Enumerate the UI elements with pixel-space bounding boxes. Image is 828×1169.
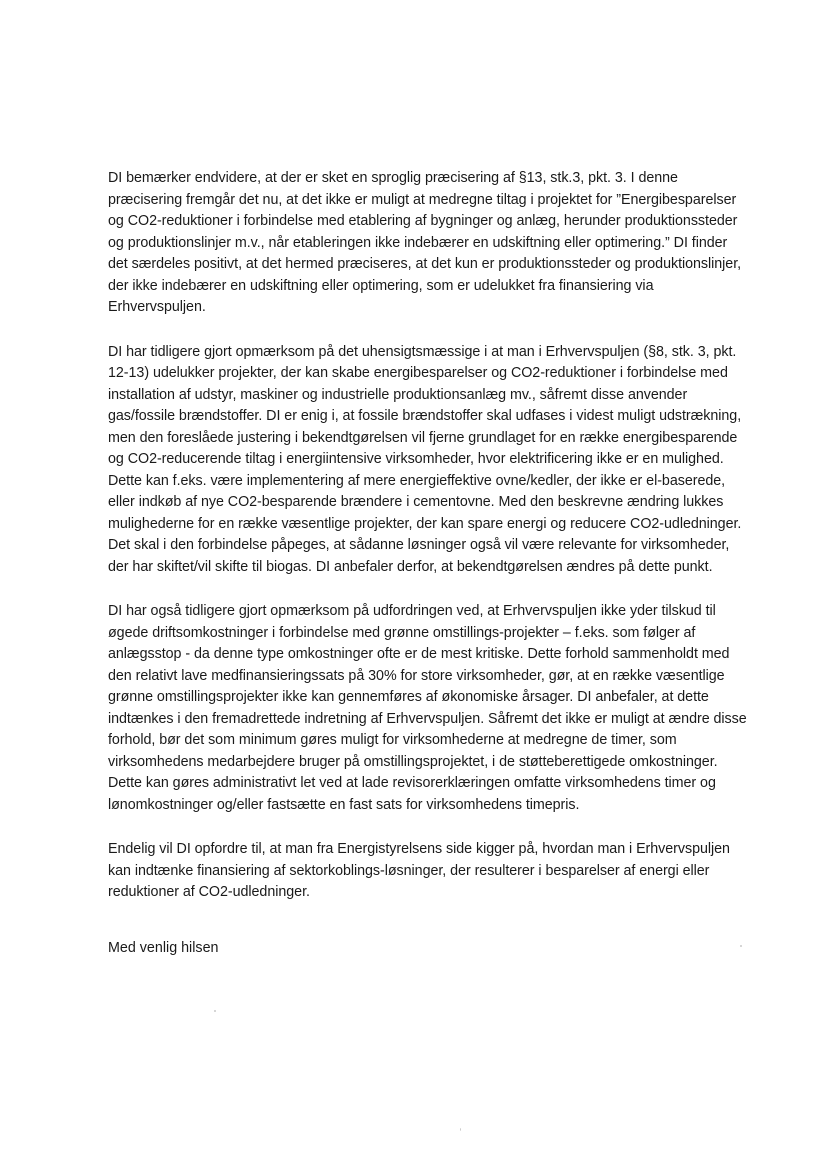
scan-speck bbox=[460, 1128, 461, 1131]
closing-salutation: Med venlig hilsen bbox=[108, 939, 219, 956]
scan-speck bbox=[740, 945, 742, 947]
scan-speck bbox=[214, 1010, 216, 1012]
paragraph-precision: DI bemærker endvidere, at der er sket en sproglig præcisering af §13, stk.3, pkt. 3. I denne præcisering fremgår det nu, at det ikke er muligt at medregne tiltag i projektet for ”Energibesparelser og CO2-reduktioner i forbindelse med etablering af bygninger og anlæg, herunder produktionssteder og produktionslinjer m.v., når etableringen ikke indebærer en udskiftning eller optimering.” DI finder det særdeles positivt, at det hermed præciseres, at det kun er produktionssteder og produktionslinjer, der ikke indebærer en udskiftning eller optimering, som er udelukket fra finansiering via Erhvervspuljen. bbox=[108, 170, 742, 315]
paragraph-fossil-fuels: DI har tidligere gjort opmærksom på det uhensigtsmæssige i at man i Erhvervspuljen (§8, stk. 3, pkt. 12-13) udelukker projekter, der kan skabe energibesparelser og CO2-reduktioner i forbindelse med installation af udstyr, maskiner og industrielle produktionsanlæg mv., såfremt disse anvender gas/fossile brændstoffer. DI er enig i, at fossile brændstoffer skal udfases i videst muligt udstrækning, men den foreslåede justering i bekendtgørelsen vil fjerne grundlaget for en række energibesparende og CO2-reducerende tiltag i energiintensive virksomheder, hvor elektrificering ikke er en mulighed. Dette kan f.eks. være implementering af mere energieffektive ovne/kedler, der ikke er el-baserede, eller indkøb af nye CO2-besparende brændere i cementovne. Med den beskrevne ændring lukkes mulighederne for en række væsentlige projekter, der kan spare energi og reducere CO2-udledninger. Det skal i den forbindelse påpeges, at sådanne løsninger også vil være relevante for virksomheder, der har skiftet/vil skifte til biogas. DI anbefaler derfor, at bekendtgørelsen ændres på dette punkt. bbox=[108, 343, 742, 575]
letter-body bbox=[108, 168, 748, 959]
paragraph-operating-costs: DI har også tidligere gjort opmærksom på udfordringen ved, at Erhvervspuljen ikke yder tilskud til øgede driftsomkostninger i forbindelse med grønne omstillings-projekter – f.eks. som følger af anlægsstop - da denne type omkostninger ofte er de mest kritiske. Dette forhold sammenholdt med den relativt lave medfinansieringssats på 30% for store virksomheder, gør, at en række væsentlige grønne omstillingsprojekter ikke kan gennemføres af økonomiske årsager. DI anbefaler, at dette indtænkes i den fremadrettede indretning af Erhvervspuljen. Såfremt det ikke er muligt at ændre disse forhold, bør det som minimum gøres muligt for virksomhederne at medregne de timer, som virksomhedens medarbejdere bruger på omstillingsprojektet, i de støtteberettigede omkostninger. Dette kan gøres administrativt let ved at lade revisorerklæringen omfatte virksomhedens timer og lønomkostninger og/eller fastsætte en fast sats for virksomhedens timepris. bbox=[108, 603, 747, 813]
paragraph-sector-coupling: Endelig vil DI opfordre til, at man fra Energistyrelsens side kigger på, hvordan man i Erhvervspuljen kan indtænke finansiering af sektorkoblings-løsninger, der resulterer i besparelser af energi eller reduktioner af CO2-udledninger. bbox=[108, 841, 730, 900]
